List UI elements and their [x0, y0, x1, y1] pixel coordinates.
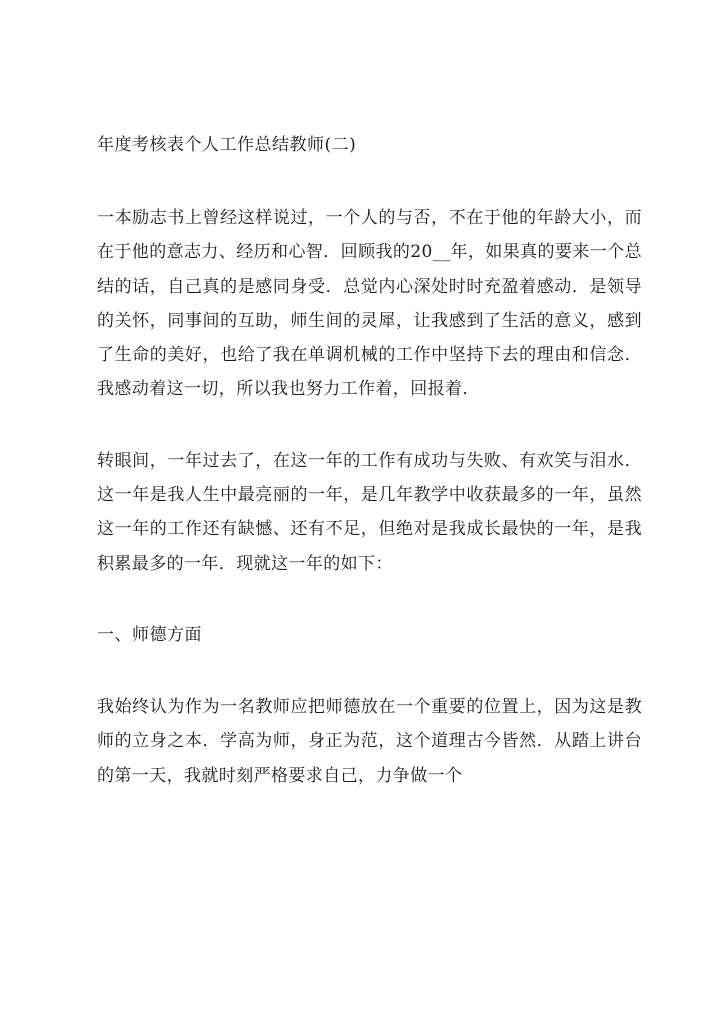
paragraph-year-review: 转眼间，一年过去了，在这一年的工作有成功与失败、有欢笑与泪水．这一年是我人生中最亮丽的一年，是几年教学中收获最多的一年，虽然这一年的工作还有缺憾、还有不足，但绝对是我成长最快的一年，是我积累最多的一年．现就这一年的如下： [97, 450, 642, 574]
paragraph-intro: 一本励志书上曾经这样说过，一个人的与否，不在于他的年龄大小，而在于他的意志力、经历和心智．回顾我的20__年，如果真的要来一个总结的话，自己真的是感同身受．总觉内心深处时时充盈着感动．是领导的关怀，同事间的互助，师生间的灵犀，让我感到了生活的意义，感到了生命的美好，也给了我在单调机械的工作中坚持下去的理由和信念．我感动着这一切，所以我也努力工作着，回报着． [97, 208, 642, 400]
document-title: 年度考核表个人工作总结教师(二) [97, 135, 357, 155]
paragraph-ethics: 我始终认为作为一名教师应把师德放在一个重要的位置上，因为这是教师的立身之本．学高为师，身正为范，这个道理古今皆然．从踏上讲台的第一天，我就时刻严格要求自己，力争做一个 [97, 696, 642, 786]
section-heading-ethics: 一、师德方面 [97, 624, 202, 645]
document-body [97, 128, 642, 830]
